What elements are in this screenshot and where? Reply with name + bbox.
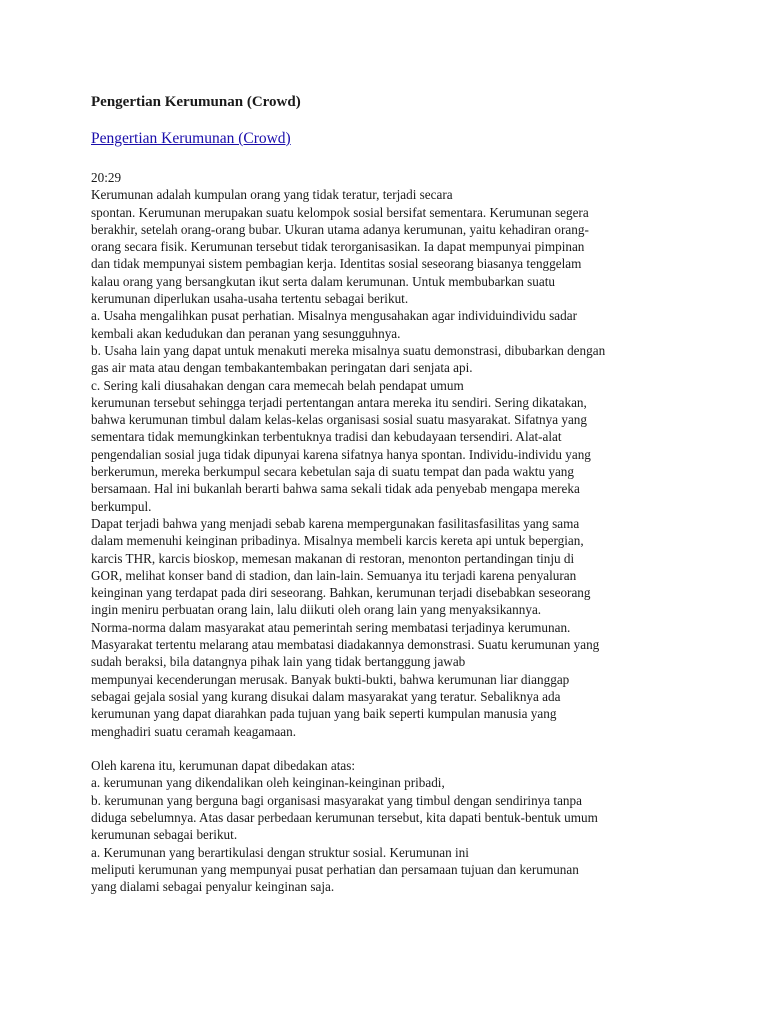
article-lines xyxy=(91,186,691,895)
text-line: dan tidak mempunyai sistem pembagian kerja. Identitas sosial seseorang biasanya tenggelam xyxy=(91,256,582,272)
text-line: berkumpul. xyxy=(91,498,152,514)
text-line: bahwa kerumunan timbul dalam kelas-kelas organisasi sosial suatu masyarakat. Sifatnya yang xyxy=(91,412,587,428)
text-line: berakhir, setelah orang-orang bubar. Ukuran utama adanya kerumunan, yaitu kehadiran orang- xyxy=(91,221,589,237)
text-line: b. kerumunan yang berguna bagi organisasi masyarakat yang timbul dengan sendirinya tanpa xyxy=(91,792,582,808)
text-line: kerumunan sebagai berikut. xyxy=(91,827,238,843)
text-line: a. kerumunan yang dikendalikan oleh keinginan-keinginan pribadi, xyxy=(91,775,445,791)
article-body xyxy=(91,169,691,895)
text-line: sudah beraksi, bila datangnya pihak lain yang tidak bertanggung jawab xyxy=(91,654,466,670)
timestamp: 20:29 xyxy=(91,170,122,185)
text-line: Norma-norma dalam masyarakat atau pemerintah sering membatasi terjadinya kerumunan. xyxy=(91,619,571,635)
text-line: GOR, melihat konser band di stadion, dan lain-lain. Semuanya itu terjadi karena penyaluran xyxy=(91,567,577,583)
text-line: dalam memenuhi keinginan pribadinya. Misalnya membeli karcis kereta api untuk bepergian, xyxy=(91,533,584,549)
text-line: diduga sebelumnya. Atas dasar perbedaan kerumunan tersebut, kita dapati bentuk-bentuk umum xyxy=(91,809,598,825)
text-line: sebagai gejala sosial yang kurang disukai dalam masyarakat yang teratur. Sebaliknya ada xyxy=(91,688,561,704)
text-line: kerumunan tersebut sehingga terjadi pertentangan antara mereka itu sendiri. Sering dikatakan, xyxy=(91,394,587,410)
text-line: kerumunan yang dapat diarahkan pada tujuan yang baik seperti kumpulan manusia yang xyxy=(91,706,557,722)
text-line: a. Usaha mengalihkan pusat perhatian. Misalnya mengusahakan agar individuindividu sadar xyxy=(91,308,577,324)
text-line: b. Usaha lain yang dapat untuk menakuti mereka misalnya suatu demonstrasi, dibubarkan dengan xyxy=(91,342,606,358)
text-line: Kerumunan adalah kumpulan orang yang tidak teratur, terjadi secara xyxy=(91,187,453,203)
text-line: yang dialami sebagai penyalur keinginan saja. xyxy=(91,879,335,895)
text-line: c. Sering kali diusahakan dengan cara memecah belah pendapat umum xyxy=(91,377,464,393)
text-line: sementara tidak memungkinkan terbentuknya tradisi dan kebudayaan tersendiri. Alat-alat xyxy=(91,429,562,445)
text-line: menghadiri suatu ceramah keagamaan. xyxy=(91,723,297,739)
text-line: kembali akan kedudukan dan peranan yang sesungguhnya. xyxy=(91,325,401,341)
blank-line xyxy=(91,740,691,757)
text-line: berkerumun, mereka berkumpul secara kebetulan saja di suatu tempat dan pada waktu yang xyxy=(91,464,574,480)
text-line: gas air mata atau dengan tembakantembakan peringatan dari senjata api. xyxy=(91,360,473,376)
text-line: Masyarakat tertentu melarang atau membatasi diadakannya demonstrasi. Suatu kerumunan yang xyxy=(91,637,600,653)
text-line: karcis THR, karcis bioskop, memesan makanan di restoran, menonton pertandingan tinju di xyxy=(91,550,575,566)
text-line: a. Kerumunan yang berartikulasi dengan struktur sosial. Kerumunan ini xyxy=(91,844,469,860)
text-line: kerumunan diperlukan usaha-usaha tertentu sebagai berikut. xyxy=(91,291,409,307)
text-line: Dapat terjadi bahwa yang menjadi sebab karena mempergunakan fasilitasfasilitas yang sama xyxy=(91,515,580,531)
text-line: meliputi kerumunan yang mempunyai pusat perhatian dan persamaan tujuan dan kerumunan xyxy=(91,861,579,877)
text-line: spontan. Kerumunan merupakan suatu kelompok sosial bersifat sementara. Kerumunan segera xyxy=(91,204,589,220)
text-line: keinginan yang terdapat pada diri seseorang. Bahkan, kerumunan terjadi disebabkan seseorang xyxy=(91,585,591,601)
text-line: orang secara fisik. Kerumunan tersebut tidak terorganisasikan. Ia dapat mempunyai pimpinan xyxy=(91,239,585,255)
article-title-link[interactable]: Pengertian Kerumunan (Crowd) xyxy=(91,130,291,147)
text-line: mempunyai kecenderungan merusak. Banyak bukti-bukti, bahwa kerumunan liar dianggap xyxy=(91,671,570,687)
text-line: kalau orang yang bersangkutan ikut serta dalam kerumunan. Untuk membubarkan suatu xyxy=(91,273,555,289)
page-title: Pengertian Kerumunan (Crowd) xyxy=(91,94,301,110)
text-line: ingin meniru perbuatan orang lain, lalu diikuti oleh orang lain yang menyaksikannya. xyxy=(91,602,542,618)
text-line: Oleh karena itu, kerumunan dapat dibedakan atas: xyxy=(91,758,356,774)
text-line: pengendalian sosial juga tidak dipunyai karena sifatnya hanya spontan. Individu-individu yang xyxy=(91,446,591,462)
text-line: bersamaan. Hal ini bukanlah berarti bahwa sama sekali tidak ada penyebab mengapa mereka xyxy=(91,481,580,497)
